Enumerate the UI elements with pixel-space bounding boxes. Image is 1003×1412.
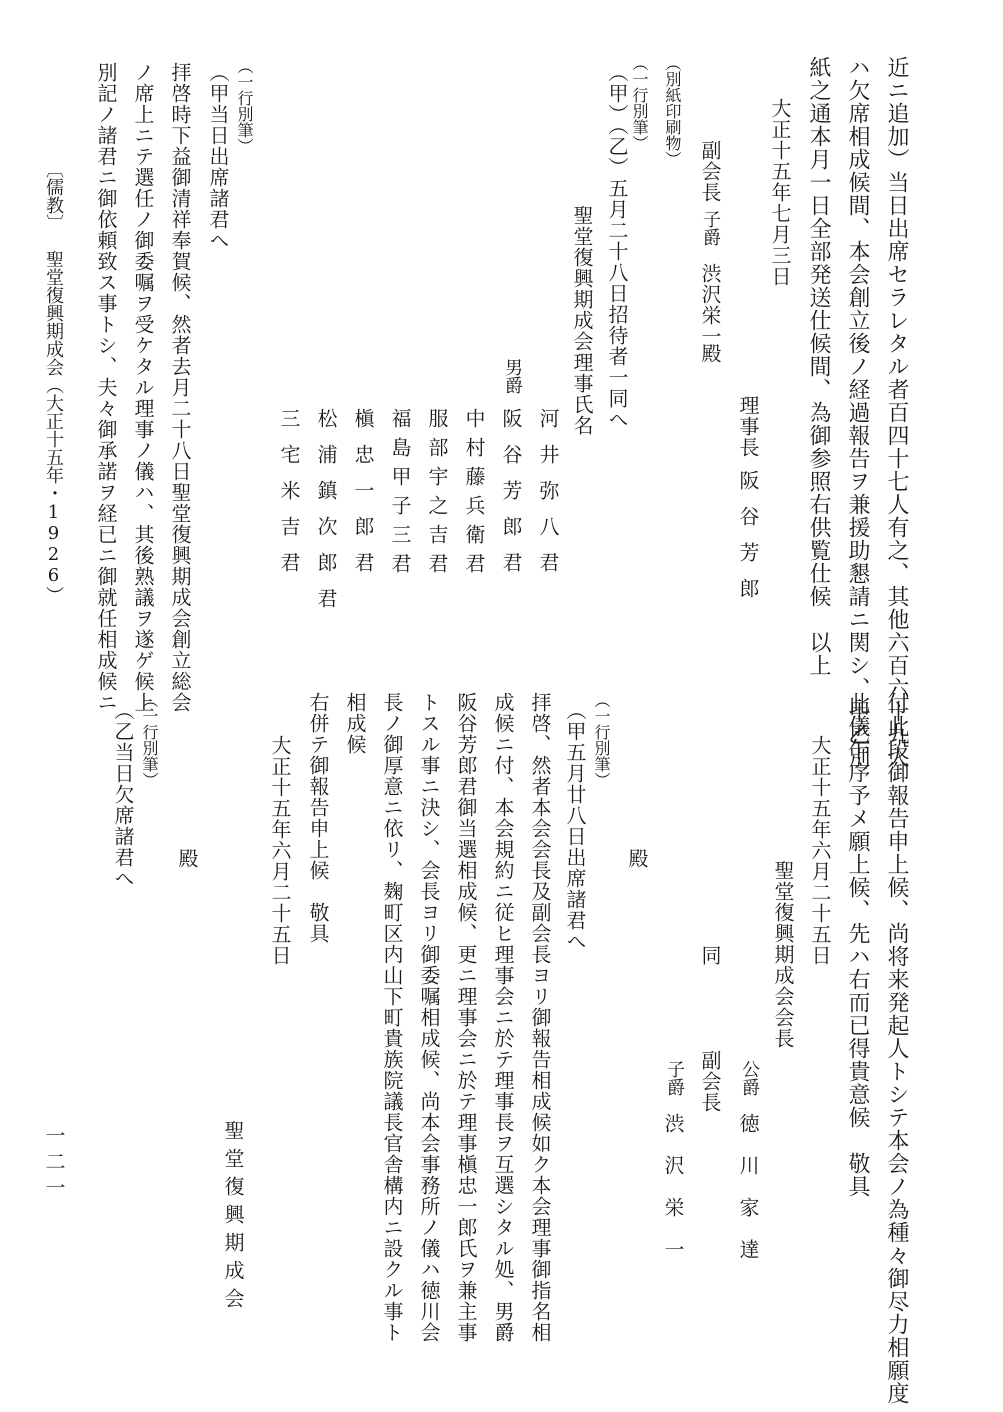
section-label: 〔儒教〕: [43, 160, 64, 232]
text-column: 拝啓、然者本会会長及副会長ヨリ御報告相成候如ク本会理事御指名相: [528, 692, 552, 1343]
heading: （甲）（乙）五月二十八日招待者一同へ: [605, 62, 629, 430]
signer-title: 副会長: [698, 140, 722, 203]
signature: 聖堂復興期成会: [221, 1120, 245, 1316]
member-name: 福島甲子三君: [388, 408, 412, 582]
heading: （乙当日欠席諸君へ: [111, 700, 135, 889]
text-column: 近ニ追加）当日出席セラレタル者百四十七人有之、其他六百六十九人: [884, 56, 909, 769]
signer-rank: 子爵: [700, 210, 721, 246]
ditto-mark: 同: [698, 945, 722, 966]
signer-title: 理事長: [736, 395, 760, 458]
member-rank: 男爵: [502, 358, 523, 394]
member-name: 阪谷芳郎君: [499, 408, 523, 588]
running-header: 聖堂復興期成会（大正十五年・1926）: [43, 250, 64, 604]
editor-note: （一行別筆）: [235, 58, 254, 154]
text-column: 此儀乍序予メ願上候、先ハ右而已得貴意候 敬具: [845, 692, 870, 1198]
member-name: 河井弥八君: [536, 408, 560, 588]
text-column: ハ欠席相成候間、本会創立後ノ経過報告ヲ兼援助懇請ニ関シ、甲乙別: [845, 56, 870, 769]
addressee: 殿: [625, 848, 649, 869]
editor-note: （一行別筆）: [140, 692, 159, 788]
text-column: 右併テ御報告申上候 敬具: [306, 692, 330, 944]
signer-rank: 子爵: [664, 1060, 685, 1096]
member-name: 三宅米吉君: [277, 408, 301, 588]
date: 大正十五年六月二十五日: [808, 735, 832, 966]
text-column: 拝啓時下益御清祥奉賀候、然者去月二十八日聖堂復興期成会創立総会: [168, 62, 192, 713]
signer-rank: 公爵: [739, 1060, 760, 1096]
text-column: 長ノ御厚意ニ依リ、麹町区内山下町貴族院議長官舎構内ニ設クル事ト: [380, 692, 404, 1343]
date: 大正十五年七月三日: [768, 98, 792, 287]
editor-note: （一行別筆）: [630, 55, 649, 151]
heading: （甲五月廿八日出席諸君へ: [563, 700, 587, 952]
signer-title: 副会長: [698, 1050, 722, 1113]
addressee: 殿: [698, 343, 722, 364]
text-column: 相成候: [343, 692, 367, 755]
list-title: 聖堂復興期成会理事氏名: [570, 205, 594, 436]
date: 大正十五年六月二十五日: [268, 735, 292, 966]
signer-name: 渋沢栄一: [661, 1113, 685, 1281]
text-column: 付此段御報告申上候、尚将来発起人トシテ本会ノ為種々御尽力相願度: [884, 692, 909, 1405]
page-number: 一二一: [42, 1125, 66, 1203]
organization: 聖堂復興期成会会長: [771, 860, 795, 1049]
text-column: 成候ニ付、本会規約ニ従ヒ理事会ニ於テ理事長ヲ互選シタル処、男爵: [491, 692, 515, 1343]
editor-note: （別紙印刷物）: [663, 55, 682, 167]
editor-note: （一行別筆）: [592, 692, 611, 788]
text-column: 別記ノ諸君ニ御依頼致ス事トシ、夫々御承諾ヲ経已ニ御就任相成候ニ: [94, 62, 118, 713]
text-column: 紙之通本月一日全部発送仕候間、為御参照右供覧仕候 以上: [806, 56, 831, 677]
member-name: 槇忠一郎君: [351, 408, 375, 588]
signer-name: 渋沢栄一: [698, 263, 722, 347]
member-name: 中村藤兵衛君: [462, 408, 486, 582]
signer-name: 徳川家達: [736, 1113, 760, 1281]
text-column: トスル事ニ決シ、会長ヨリ御委嘱相成候、尚本会事務所ノ儀ハ徳川会: [417, 692, 441, 1343]
signer-name: 阪谷芳郎: [736, 470, 760, 614]
member-name: 服部宇之吉君: [425, 408, 449, 582]
text-column: 阪谷芳郎君御当選相成候、更ニ理事会ニ於テ理事槇忠一郎氏ヲ兼主事: [454, 692, 478, 1343]
addressee: 殿: [175, 848, 199, 869]
heading: （甲当日出席諸君へ: [206, 62, 230, 251]
text-column: ノ席上ニテ選任ノ御委嘱ヲ受ケタル理事ノ儀ハ、其後熟議ヲ遂ゲ候上: [131, 62, 155, 713]
member-name: 松浦鎮次郎君: [314, 408, 338, 624]
